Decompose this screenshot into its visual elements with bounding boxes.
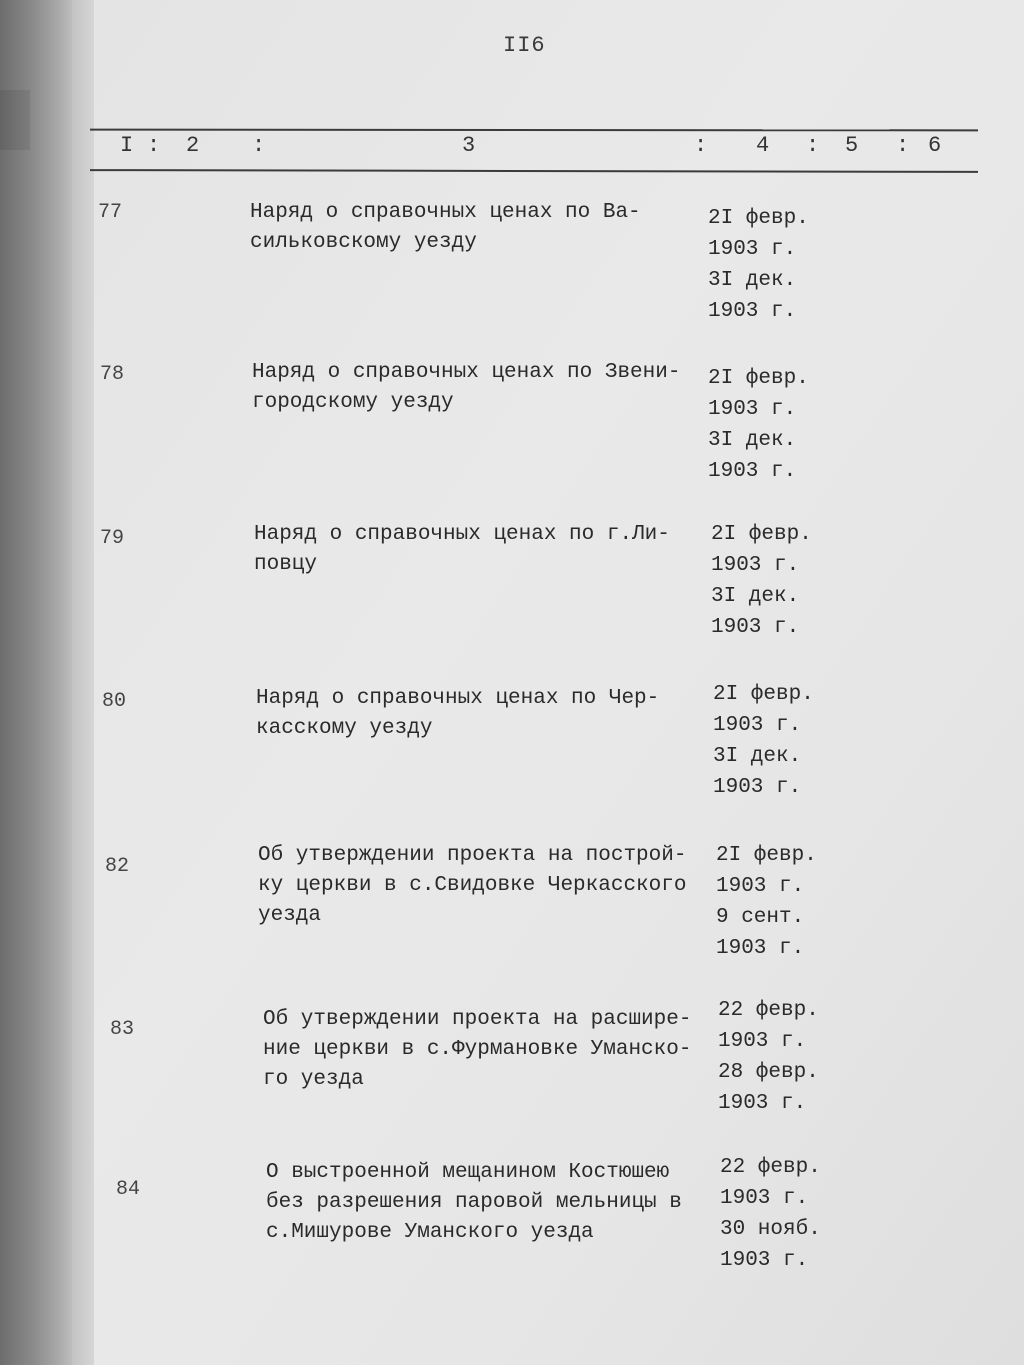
column-separator: : [806,133,820,158]
entry-dates: 22 февр. 1903 г. 28 февр. 1903 г. [718,999,819,1115]
page-edge [72,0,94,1365]
entry-description: Об утверждении проекта на построй- ку церкви в с.Свидовке Черкасского уезда [258,844,687,927]
entry-dates: 2I февр. 1903 г. 3I дек. 1903 г. [708,367,809,483]
entry-description: Наряд о справочных ценах по Звени- городскому уезду [252,361,681,414]
entry-number: 79 [100,527,125,550]
column-separator: : [896,133,910,158]
column-header-5: 5 [845,133,859,158]
entry-number: 80 [102,690,127,713]
entry-dates: 2I февр. 1903 г. 3I дек. 1903 г. [711,523,812,639]
entry-dates: 2I февр. 1903 г. 3I дек. 1903 г. [708,207,809,323]
entry-dates: 22 февр. 1903 г. 30 нояб. 1903 г. [720,1156,821,1272]
column-header-4: 4 [756,133,770,158]
entry-dates: 2I февр. 1903 г. 3I дек. 1903 г. [713,683,814,799]
column-header-3: 3 [462,133,476,158]
entry-description: Наряд о справочных ценах по Ва- сильковскому уезду [250,201,641,254]
page-number: II6 [503,33,546,58]
entry-number: 78 [100,363,125,386]
entry-description: Наряд о справочных ценах по Чер- касскому уезду [256,687,660,740]
column-header-2: 2 [186,133,200,158]
column-separator: : [147,133,161,158]
binding-stain [0,90,30,150]
entry-number: 84 [116,1178,141,1201]
entry-number: 82 [105,855,130,878]
column-header-1: I [120,133,134,158]
column-separator: : [694,133,708,158]
entry-dates: 2I февр. 1903 г. 9 сент. 1903 г. [716,844,817,960]
column-header-6: 6 [928,133,942,158]
entry-number: 83 [110,1018,135,1041]
entry-number: 77 [98,201,123,224]
entry-description: Об утверждении проекта на расшире- ние церкви в с.Фурмановке Уманско- го уезда [263,1008,692,1091]
entry-description: О выстроенной мещанином Костюшею без разрешения паровой мельницы в с.Мишурове Уманского уезда [266,1161,682,1244]
entry-description: Наряд о справочных ценах по г.Ли- повцу [254,523,670,576]
binding-shadow [0,0,72,1365]
column-separator: : [252,133,266,158]
